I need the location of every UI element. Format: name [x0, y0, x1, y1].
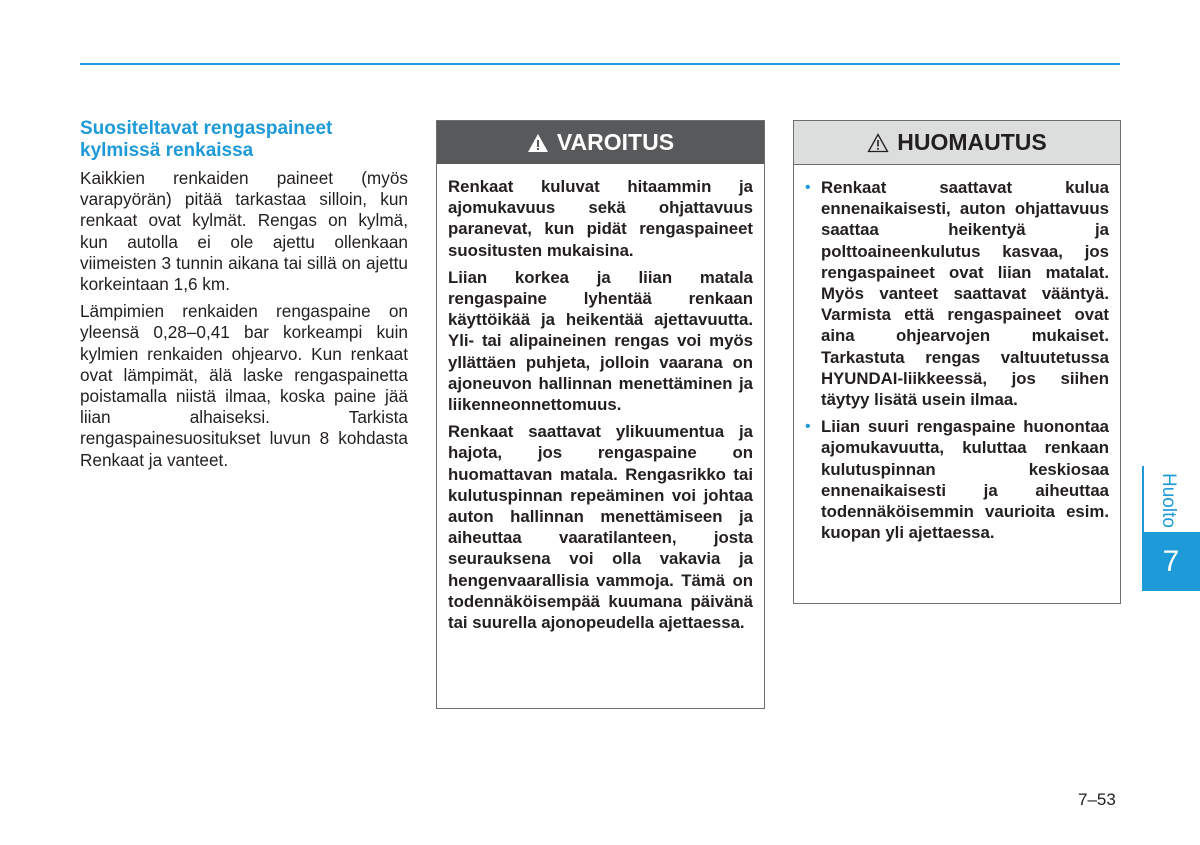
caution-box — [793, 120, 1121, 604]
caution-triangle-icon — [867, 133, 889, 153]
body-paragraph: Lämpimien renkaiden rengaspaine on yleensä 0,28–0,41 bar korkeampi kuin kylmien renkaiden ohjearvo. Kun renkaat ovat lämpimät, älä laske rengaspainetta poistamalla niistä ilmaa, koska paine jää liian alhaiseksi. Tarkista rengaspainesuositukset luvun 8 kohdasta Renkaat ja vanteet. — [80, 301, 408, 470]
section-heading-line-1: Suositeltavat rengaspaineet — [80, 118, 333, 139]
caution-list-item — [805, 177, 1109, 410]
warning-paragraph: Liian korkea ja liian matala rengaspaine lyhentää renkaan käyttöikää ja heikentää ajettavuutta. Yli- tai alipaineinen rengas voi myös yllättäen puhjeta, jolloin vaarana on ajoneuvon hallinnan menettäminen ja liikenneonnettomuus. — [448, 267, 753, 415]
section-heading — [80, 118, 408, 162]
main-column — [80, 118, 408, 477]
chapter-number-tab: 7 — [1142, 532, 1200, 591]
caution-list-item — [805, 416, 1109, 543]
top-rule — [80, 63, 1120, 65]
warning-title: VAROITUS — [556, 129, 675, 155]
body-paragraph: Kaikkien renkaiden paineet (myös varapyörän) pitää tarkastaa silloin, kun renkaat ovat kylmät. Rengas on kylmä, kun autolla ei ole ajettu ollenkaan viimeisten 3 tunnin aikana tai sillä on ajettu korkeintaan 1,6 km. — [80, 168, 408, 295]
warning-header — [437, 121, 764, 164]
caution-item-text: Renkaat saattavat kulua ennenaikaisesti, auton ohjattavuus saattaa heikentyä ja polttoaineenkulutus kasvaa, jos rengaspaineet ovat liian matalat. Myös vanteet saattavat vääntyä. Varmista että rengaspaineet ovat aina ohjearvojen mukaiset. Tarkastuta rengas valtuutetussa HYUNDAI-liikkeessä, jos siihen täytyy lisätä usein ilmaa. — [821, 178, 1109, 410]
page-number: 7–53 — [1078, 790, 1116, 809]
caution-title: HUOMAUTUS — [897, 129, 1047, 155]
warning-triangle-icon — [527, 133, 549, 153]
bullet-icon: • — [805, 418, 811, 436]
caution-body — [794, 165, 1120, 543]
side-tab-rule — [1142, 466, 1144, 532]
bullet-icon: • — [805, 179, 811, 196]
caution-header — [794, 121, 1120, 165]
chapter-tab-label: Huolto — [1158, 472, 1179, 528]
warning-paragraph: Renkaat kuluvat hitaammin ja ajomukavuus sekä ohjattavuus paranevat, kun pidät rengaspaineet suositusten mukaisina. — [448, 177, 753, 260]
warning-box — [436, 120, 765, 709]
warning-body — [437, 164, 764, 633]
section-heading-line-2: kylmissä renkaissa — [80, 140, 254, 161]
caution-item-text: Liian suuri rengaspaine huonontaa ajomukavuutta, kuluttaa renkaan kulutuspinnan keskiosaa ennenaikaisesti ja aiheuttaa todennäköisemmin vaurioita esim. kuopan yli ajettaessa. — [821, 417, 1109, 543]
warning-paragraph: Renkaat saattavat ylikuumentua ja hajota, jos rengaspaine on huomattavan matala. Rengasrikko tai kulutuspinnan repeäminen voi johtaa auton hallinnan menettämiseen ja aiheuttaa vaaratilanteen, josta seurauksena voi olla vakavia ja hengenvaarallisia vammoja. Tämä on todennäköisempää kuumana päivänä tai suurella ajonopeudella ajettaessa. — [448, 422, 753, 633]
